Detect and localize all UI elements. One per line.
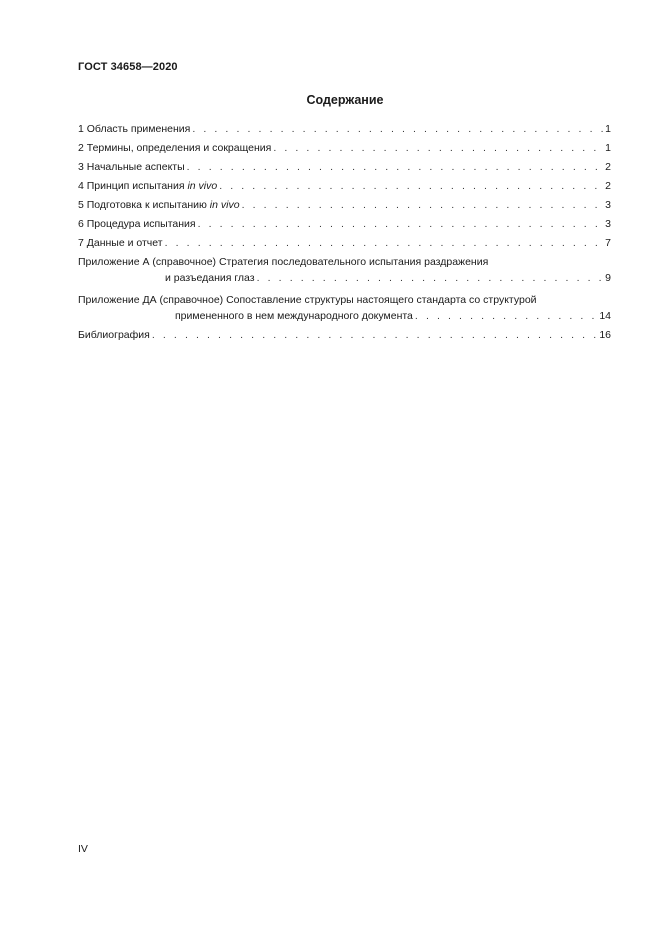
toc-entry-label xyxy=(78,179,217,193)
toc-entry-label-italic: in vivo xyxy=(209,199,240,211)
toc-entry-label xyxy=(78,198,240,212)
toc-leader-dots xyxy=(219,179,604,193)
toc-leader-dots xyxy=(257,271,605,285)
toc-entry-bibliography[interactable] xyxy=(78,328,611,347)
toc-entry-3[interactable] xyxy=(78,160,611,179)
toc-entry-page: 1 xyxy=(605,123,611,135)
table-of-contents xyxy=(78,122,611,347)
toc-entry-page: 16 xyxy=(599,329,611,341)
toc-entry-label: 3 Начальные аспекты xyxy=(78,161,185,173)
toc-leader-dots xyxy=(242,198,605,212)
toc-entry-label: 6 Процедура испытания xyxy=(78,218,196,230)
toc-entry-1[interactable] xyxy=(78,122,611,141)
toc-entry-7[interactable] xyxy=(78,236,611,255)
toc-leader-dots xyxy=(165,236,605,250)
toc-entry-page: 9 xyxy=(605,272,611,284)
toc-entry-appendix-da-line2[interactable] xyxy=(78,309,611,328)
toc-leader-dots xyxy=(152,328,598,342)
toc-entry-2[interactable] xyxy=(78,141,611,160)
page-number: IV xyxy=(78,843,88,855)
toc-entry-5[interactable] xyxy=(78,198,611,217)
toc-entry-label-cont: примененного в нем международного документа xyxy=(175,310,413,322)
toc-entry-page: 3 xyxy=(605,199,611,211)
toc-entry-page: 2 xyxy=(605,161,611,173)
toc-leader-dots xyxy=(273,141,604,155)
toc-entry-page: 3 xyxy=(605,218,611,230)
toc-entry-page: 14 xyxy=(599,310,611,322)
toc-entry-page: 7 xyxy=(605,237,611,249)
toc-entry-label: Библиография xyxy=(78,329,150,341)
toc-leader-dots xyxy=(192,122,604,136)
toc-entry-label-text: 5 Подготовка к испытанию xyxy=(78,199,210,211)
toc-entry-6[interactable] xyxy=(78,217,611,236)
toc-leader-dots xyxy=(198,217,605,231)
document-code: ГОСТ 34658—2020 xyxy=(78,61,178,73)
toc-entry-label-cont: и разъедания глаз xyxy=(165,272,255,284)
toc-entry-label: Приложение А (справочное) Стратегия последовательного испытания раздражения xyxy=(78,256,489,268)
toc-entry-label: 1 Область применения xyxy=(78,123,191,135)
toc-entry-label-text: 4 Принцип испытания xyxy=(78,180,188,192)
toc-entry-label: 7 Данные и отчет xyxy=(78,237,163,249)
toc-entry-appendix-a-line1[interactable] xyxy=(78,255,611,271)
toc-title: Содержание xyxy=(306,93,384,107)
toc-entry-page: 2 xyxy=(605,180,611,192)
toc-entry-4[interactable] xyxy=(78,179,611,198)
toc-entry-label: Приложение ДА (справочное) Сопоставление структуры настоящего стандарта со структурой xyxy=(78,294,537,306)
toc-entry-label: 2 Термины, определения и сокращения xyxy=(78,142,272,154)
toc-entry-label-italic: in vivo xyxy=(187,180,218,192)
toc-leader-dots xyxy=(415,309,598,323)
toc-entry-appendix-a-line2[interactable] xyxy=(78,271,611,290)
toc-entry-appendix-da-line1[interactable] xyxy=(78,293,611,309)
toc-entry-page: 1 xyxy=(605,142,611,154)
toc-leader-dots xyxy=(187,160,605,174)
